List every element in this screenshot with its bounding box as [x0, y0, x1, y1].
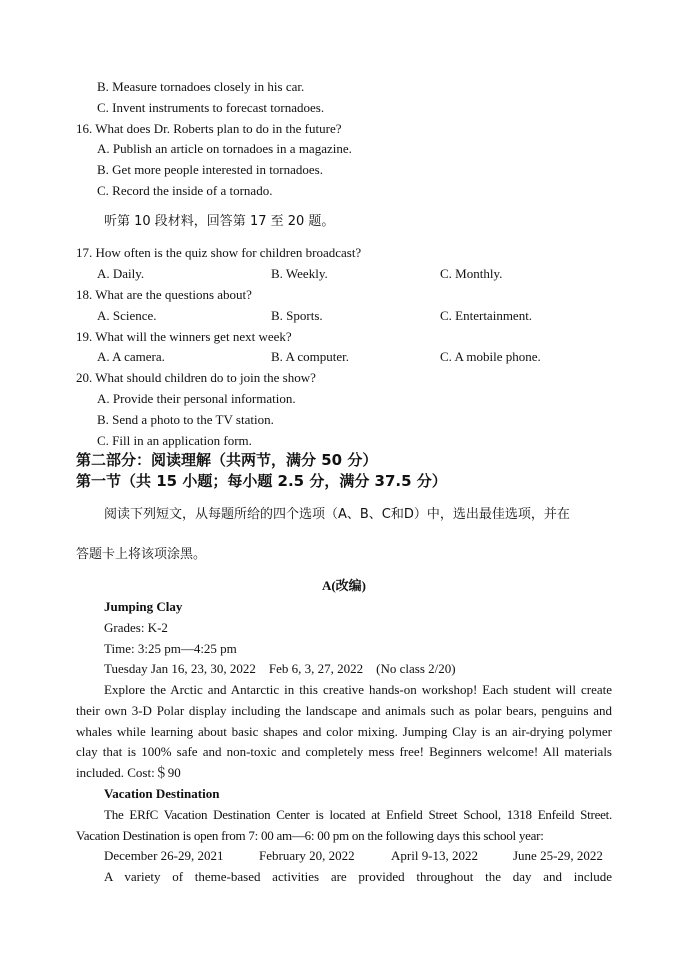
q20-stem: 20. What should children do to join the show? [76, 370, 316, 385]
q19-option-b: B. A computer. [271, 349, 349, 364]
q15-option-b: B. Measure tornadoes closely in his car. [97, 79, 305, 94]
section10-instruction: 听第 10 段材料，回答第 17 至 20 题。 [104, 214, 335, 229]
q16-stem: 16. What does Dr. Roberts plan to do in the future? [76, 121, 342, 136]
jumping-clay-dates: Tuesday Jan 16, 23, 30, 2022 Feb 6, 3, 27, 2022 (No class 2/20) [104, 661, 456, 676]
reading-instruction-line1: 阅读下列短文，从每题所给的四个选项（A、B、C和D）中，选出最佳选项，并在 [104, 507, 570, 522]
vacation-destination-body: The ERfC Vacation Destination Center is located at Enfield Street School, 1318 Enfeild Street. Vacation Destination is open from 7: 00 am—6: 00 pm on the following days this school year: [76, 807, 612, 843]
jumping-clay-grades: Grades: K-2 [104, 620, 168, 635]
q16-option-b: B. Get more people interested in tornadoes. [97, 162, 323, 177]
passage-a-title: A(改编) [321, 578, 367, 593]
vacation-date-2: February 20, 2022 [259, 848, 355, 863]
q17-option-a: A. Daily. [97, 266, 145, 281]
q17-option-c: C. Monthly. [440, 266, 503, 281]
q19-option-a: A. A camera. [97, 349, 165, 364]
vacation-destination-title: Vacation Destination [104, 786, 220, 801]
vacation-date-1: December 26-29, 2021 [104, 848, 224, 863]
q16-option-a: A. Publish an article on tornadoes in a magazine. [97, 141, 352, 156]
q20-option-b: B. Send a photo to the TV station. [97, 412, 274, 427]
q20-option-a: A. Provide their personal information. [97, 391, 296, 406]
q17-stem: 17. How often is the quiz show for children broadcast? [76, 245, 362, 260]
jumping-clay-title: Jumping Clay [104, 599, 183, 614]
part2-heading: 第二部分：阅读理解（共两节，满分 50 分） [76, 451, 378, 469]
q18-option-c: C. Entertainment. [440, 308, 533, 323]
q19-option-c: C. A mobile phone. [440, 349, 541, 364]
vacation-destination-tail: A variety of theme-based activities are provided throughout the day and include [104, 869, 612, 884]
q19-stem: 19. What will the winners get next week? [76, 329, 292, 344]
q18-stem: 18. What are the questions about? [76, 287, 252, 302]
q18-option-b: B. Sports. [271, 308, 323, 323]
q15-option-c: C. Invent instruments to forecast tornadoes. [97, 100, 325, 115]
vacation-date-4: June 25-29, 2022 [513, 848, 603, 863]
q16-option-c: C. Record the inside of a tornado. [97, 183, 273, 198]
jumping-clay-body: Explore the Arctic and Antarctic in this creative hands-on workshop! Each student will create their own 3-D Polar display including the landscape and animals such as polar bears, penguins and whales while learning about basic shapes and color mixing. Jumping Clay is an air-drying polymer clay that is 100% safe and non-toxic and completely mess free! Beginners welcome! All materials included. Cost:＄90 [76, 682, 612, 781]
jumping-clay-time: Time: 3:25 pm—4:25 pm [104, 641, 237, 656]
q17-option-b: B. Weekly. [271, 266, 328, 281]
reading-instruction-line2: 答题卡上将该项涂黑。 [76, 547, 207, 562]
vacation-date-3: April 9-13, 2022 [391, 848, 479, 863]
section1-heading: 第一节（共 15 小题；每小题 2.5 分，满分 37.5 分） [76, 472, 447, 490]
q20-option-c: C. Fill in an application form. [97, 433, 252, 448]
q18-option-a: A. Science. [97, 308, 157, 323]
